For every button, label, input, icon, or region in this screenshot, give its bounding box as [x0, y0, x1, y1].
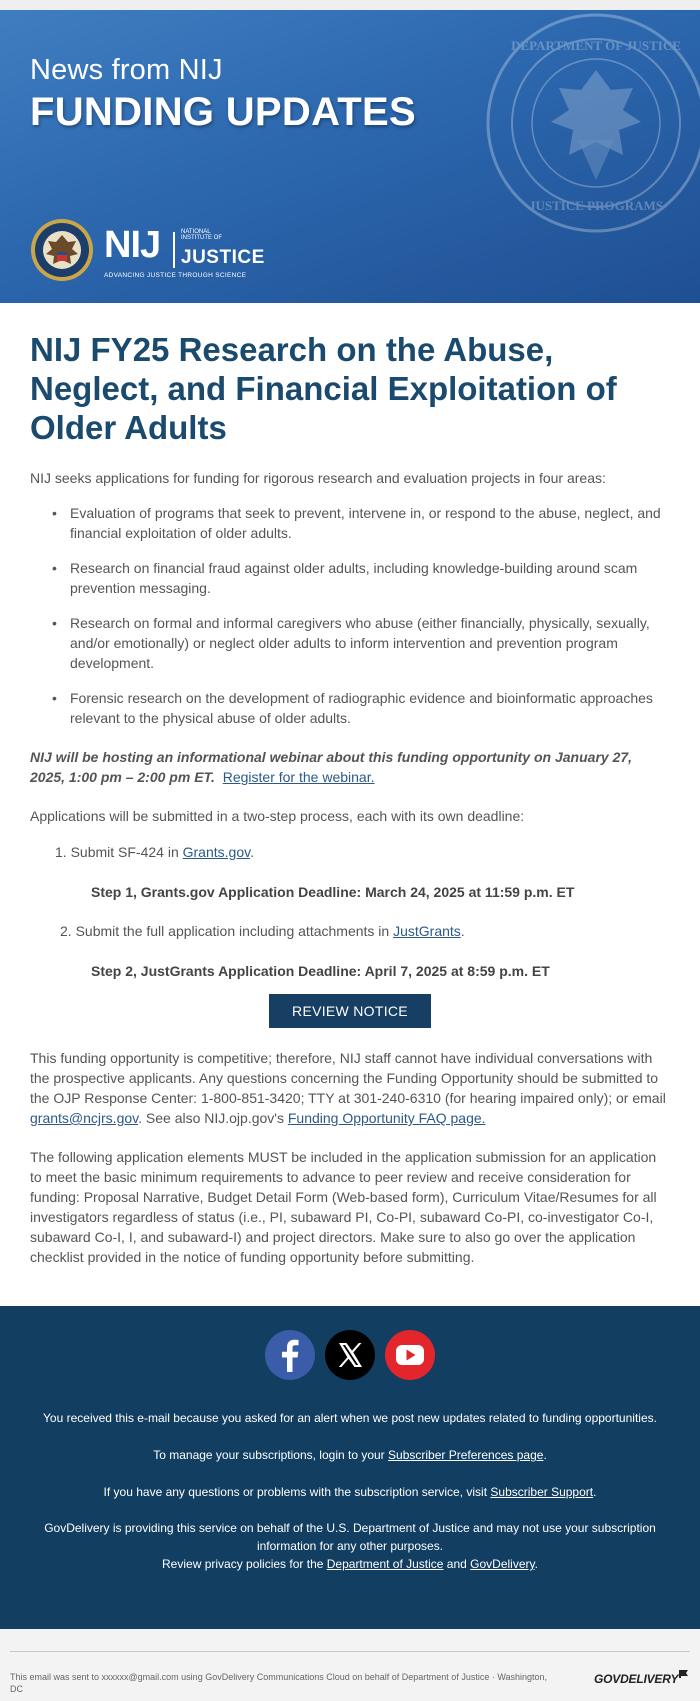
article-title-block: [30, 330, 670, 447]
subscriber-preferences-link[interactable]: Subscriber Preferences page: [388, 1448, 544, 1462]
see-also-text: . See also NIJ.ojp.gov's: [138, 1110, 288, 1126]
step-1-item: [55, 842, 254, 862]
footer-support-line: [30, 1483, 670, 1501]
ojp-seal-watermark-icon: [483, 10, 700, 236]
research-areas-list: [30, 503, 670, 728]
two-step-intro: Applications will be submitted in a two-step process, each with its own deadline:: [30, 808, 525, 824]
support-text: If you have any questions or problems with the subscription service, visit: [103, 1485, 491, 1499]
doj-seal-icon: [30, 218, 94, 282]
youtube-icon[interactable]: [385, 1330, 435, 1380]
x-icon[interactable]: [325, 1330, 375, 1380]
govdelivery-flag-icon: [678, 1669, 690, 1679]
list-item: • Evaluation of programs that seek to prevent, intervene in, or respond to the abuse, neglect, and financial exploitation of older adults.: [30, 503, 670, 543]
news-from-nij-label: News from NIJ: [30, 54, 223, 86]
webinar-text: NIJ will be hosting an informational webinar about this funding opportunity on January 27, 2025, 1:00 pm – 2:00 pm ET.: [30, 749, 633, 785]
sent-to-notice: This email was sent to xxxxxx@gmail.com using GovDelivery Communications Cloud on behalf of Department of Justice · Washington, DC: [10, 1672, 548, 1694]
nij-logo-subtitle: NATIONAL INSTITUTE OF: [181, 229, 222, 241]
svg-text:DEPARTMENT OF JUSTICE: DEPARTMENT OF JUSTICE: [511, 38, 681, 53]
list-item: • Research on formal and informal caregivers who abuse (either financially, physically, sexually, and/or emotionally) or neglect older adults to inform intervention and prevention program development.: [30, 613, 670, 673]
step-1-deadline: Step 1, Grants.gov Application Deadline: March 24, 2025 at 11:59 p.m. ET: [91, 884, 575, 900]
support-suffix: .: [593, 1485, 597, 1499]
govdelivery-logo[interactable]: GOVDELIVERY: [594, 1672, 679, 1686]
article-title: NIJ FY25 Research on the Abuse, Neglect, and Financial Exploitation of Older Adults: [30, 331, 617, 446]
facebook-icon[interactable]: [265, 1330, 315, 1380]
competitive-paragraph: [30, 1048, 670, 1128]
footer-govdelivery-notice: GovDelivery is providing this service on behalf of the U.S. Department of Justice and may not use your subscription information for any other purposes.: [44, 1521, 656, 1553]
step-2-text: 2. Submit the full application including attachments in: [60, 923, 394, 939]
register-webinar-link[interactable]: Register for the webinar.: [222, 769, 375, 785]
requirements-paragraph: The following application elements MUST be included in the application submission for an application to meet the basic minimum requirements to advance to peer review and receive consideration for funding: Proposal Narrative, Budget Detail Form (Web-based form), Curriculum Vitae/Resumes for all investigators regardless of status (i.e., PI, subaward PI, Co-PI, subaward Co-PI, co-investigator Co-I, subaward Co-I, I, and subaward-I) and project directors. Make sure to also go over the application checklist provided in the notice of funding opportunity before submitting.: [30, 1149, 657, 1265]
grants-gov-link[interactable]: Grants.gov: [182, 844, 251, 860]
intro-paragraph: NIJ seeks applications for funding for rigorous research and evaluation projects in four areas:: [30, 470, 606, 486]
svg-text:JUSTICE PROGRAMS: JUSTICE PROGRAMS: [529, 198, 663, 213]
govdelivery-privacy-link[interactable]: GovDelivery: [470, 1557, 535, 1571]
top-strip: [0, 0, 700, 10]
doj-privacy-link[interactable]: Department of Justice: [326, 1557, 444, 1571]
bottom-divider: [10, 1651, 690, 1652]
subscriber-support-link[interactable]: Subscriber Support: [490, 1485, 594, 1499]
step-2-item: [60, 921, 465, 941]
nij-logo-tagline: ADVANCING JUSTICE THROUGH SCIENCE: [104, 272, 247, 279]
list-item: • Forensic research on the development of radiographic evidence and bioinformatic approaches relevant to the physical abuse of older adults.: [30, 688, 670, 728]
nij-logo-justice: JUSTICE: [181, 247, 265, 268]
privacy-text: Review privacy policies for the: [162, 1557, 327, 1571]
manage-text: To manage your subscriptions, login to your: [153, 1448, 389, 1462]
nij-logo-divider: [173, 232, 175, 268]
review-notice-button[interactable]: REVIEW NOTICE: [269, 994, 431, 1028]
manage-suffix: .: [543, 1448, 547, 1462]
footer-privacy-line: [30, 1555, 670, 1573]
list-item: • Research on financial fraud against older adults, including knowledge-building around scam prevention messaging.: [30, 558, 670, 598]
funding-updates-headline: FUNDING UPDATES: [30, 90, 416, 134]
header-banner: [0, 10, 700, 303]
webinar-notice: [30, 747, 670, 787]
step-1-suffix: .: [250, 844, 254, 860]
footer-manage-line: [30, 1446, 670, 1464]
privacy-suffix: .: [534, 1557, 538, 1571]
step-1-text: 1. Submit SF-424 in: [55, 844, 183, 860]
faq-page-link[interactable]: Funding Opportunity FAQ page.: [287, 1110, 486, 1126]
justgrants-link[interactable]: JustGrants: [393, 923, 461, 939]
competitive-text: This funding opportunity is competitive; therefore, NIJ staff cannot have individual conversations with the prospective applicants. Any questions concerning the Funding Opportunity should be submitted to the OJP Response Center: 1-800-851-3420; TTY at 301-240-6310 (for hearing impaired only); or email: [30, 1050, 666, 1106]
step-2-suffix: .: [460, 923, 465, 939]
grants-email-link[interactable]: grants@ncjrs.gov: [30, 1110, 139, 1126]
nij-logo-text: NIJ: [104, 224, 161, 266]
step-2-deadline: Step 2, JustGrants Application Deadline: April 7, 2025 at 8:59 p.m. ET: [91, 963, 550, 979]
privacy-and: and: [443, 1557, 471, 1571]
footer-received-notice: You received this e-mail because you asked for an alert when we post new updates related to funding opportunities.: [43, 1411, 657, 1425]
